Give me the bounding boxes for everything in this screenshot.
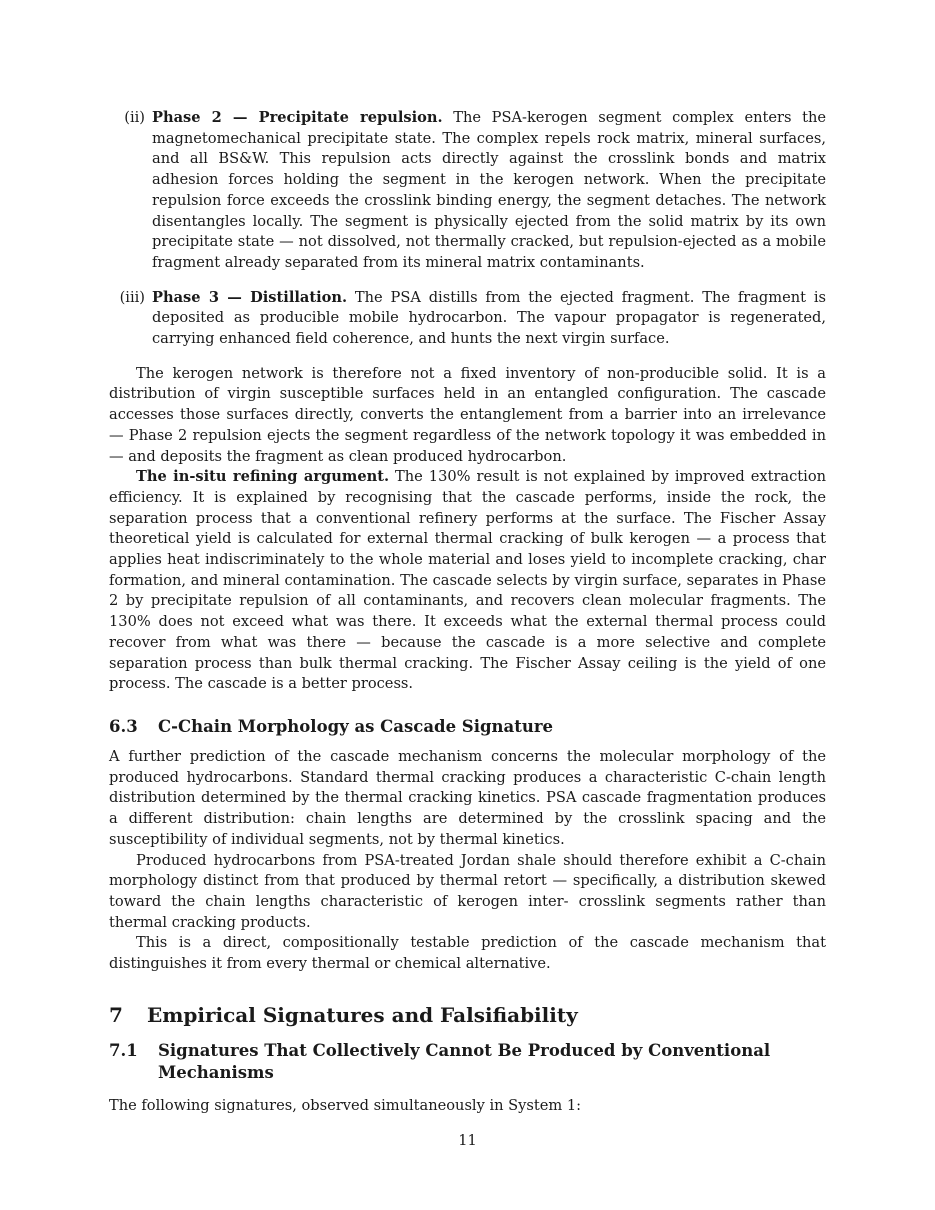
list-item-phase-2 [109,108,826,274]
list-item-body [152,288,826,350]
list-item-title: Phase 3 — Distillation. [152,288,348,306]
paragraph-kerogen-network: The kerogen network is therefore not a fixed inventory of non-producible solid. It is a distribution of virgin susceptible surfaces held in an entangled configuration. The cascade accesses those surfaces directly, converts the entanglement from a barrier into an irrelevance — Phase 2 repulsion ejects the segment regardless of the network topology it was embedded in — and deposits the fragment as clean produced hydrocarbon. [109,364,826,465]
subsection-title: Signatures That Collectively Cannot Be Produced by Conventional Mechanisms [158,1040,771,1082]
paragraph-c-chain-2: Produced hydrocarbons from PSA-treated Jordan shale should therefore exhibit a C-chain morphology distinct from that produced by thermal retort — specifically, a distribution skewed toward the chain lengths characteristic of kerogen inter- crosslink segments rather than thermal cracking products. [109,851,826,931]
paragraph-text: The 130% result is not explained by improved extraction efficiency. It is explained by recognising that the cascade performs, inside the rock, the separation process that a conventional refinery performs at the surface. The Fischer Assay theoretical yield is calculated for external thermal cracking of bulk kerogen — a process that applies heat indiscriminately to the whole material and loses yield to incomplete cracking, char formation, and mineral contamination. The cascade selects by virgin surface, separates in Phase 2 by precipitate repulsion of all contaminants, and recovers clean molecular fragments. The 130% does not exceed what was there. It exceeds what the external thermal process could recover from what was there — because the cascade is a more selective and complete separation process than bulk thermal cracking. The Fischer Assay ceiling is the yield of one process. The cascade is a better process. [109,468,827,693]
paragraph-signatures-intro: The following signatures, observed simultaneously in System 1: [109,1096,582,1114]
list-item-phase-3 [109,288,826,350]
list-item-label: (ii) [124,109,145,126]
subsection-heading-6-3 [109,716,826,738]
page-body [109,108,826,1116]
list-item-title: Phase 2 — Precipitate repulsion. [152,109,443,126]
list-item-text: The PSA-kerogen segment complex enters the magnetomechanical precipitate state. The complex repels rock matrix, mineral surfaces, and all BS&W. This repulsion acts directly against the crosslink bonds and matrix adhesion forces holding the segment in the kerogen network. When the precipitate repulsion force exceeds the crosslink binding energy, the segment detaches. The network disentangles locally. The segment is physically ejected from the solid matrix by its own precipitate state — not dissolved, not thermally cracked, but repulsion-ejected as a mobile fragment already separated from its mineral matrix contaminants. [152,109,827,271]
subsection-number: 6.3 [109,716,138,736]
paragraph-run-in-title: The in-situ refining argument. [136,468,390,486]
paragraph-in-situ-refining [109,467,826,695]
list-item-body [152,108,826,274]
paragraph-c-chain-3: This is a direct, compositionally testable prediction of the cascade mechanism that distinguishes it from every thermal or chemical alternative. [109,934,826,973]
section-number: 7 [109,1002,123,1027]
subsection-title: C-Chain Morphology as Cascade Signature [158,716,554,736]
list-item-label: (iii) [119,288,145,306]
list-item-text: The PSA distills from the ejected fragment. The fragment is deposited as producible mobile hydrocarbon. The vapour propagator is regenerated, carrying enhanced field coherence, and hunts the next virgin surface. [152,288,826,348]
page-number: 11 [458,1132,477,1149]
section-heading-7 [109,1002,826,1028]
paragraph-c-chain-1: A further prediction of the cascade mechanism concerns the molecular morphology of the produced hydrocarbons. Standard thermal cracking produces a characteristic C-chain length distribution determined by the thermal cracking kinetics. PSA cascade fragmentation produces a different distribution: chain lengths are determined by the crosslink spacing and the susceptibility of individual segments, not by thermal kinetics. [109,747,826,848]
subsection-number: 7.1 [109,1040,138,1060]
subsection-heading-7-1 [109,1040,826,1084]
section-title: Empirical Signatures and Falsifiability [147,1002,578,1027]
